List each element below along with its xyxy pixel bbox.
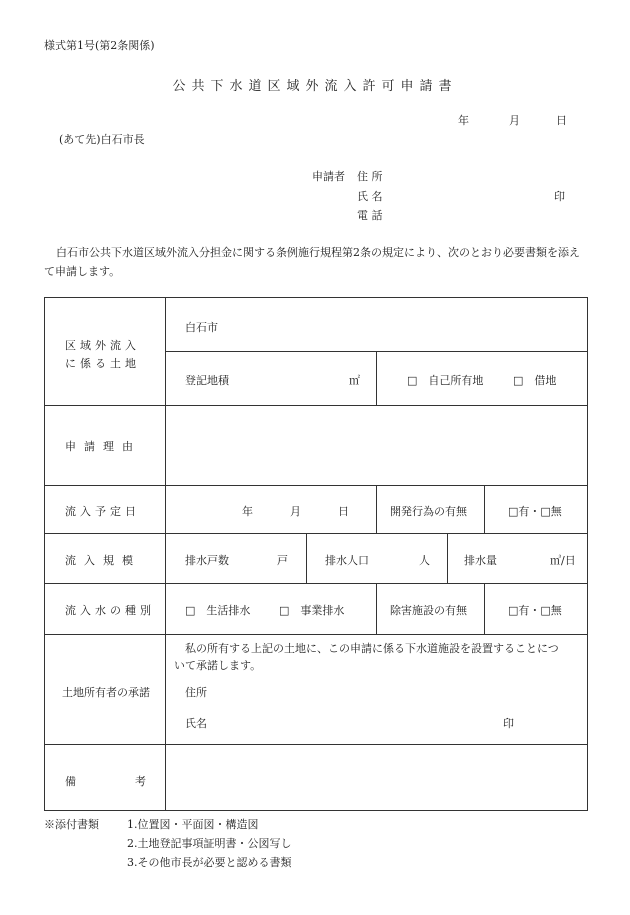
leased-land-checkbox[interactable]: □ 借地: [513, 374, 557, 387]
inflow-year: 年: [242, 505, 253, 518]
owner-consent-label: 土地所有者の承諾: [62, 686, 150, 699]
consent-text-line1: 私の所有する上記の土地に、この申請に係る下水道施設を設置することにつ: [185, 642, 559, 655]
row-divider: [45, 485, 588, 486]
column-divider: [165, 298, 166, 810]
row-divider: [45, 634, 588, 635]
attachment-item: 3.その他市長が必要と認める書類: [127, 856, 292, 869]
area-unit: ㎡: [349, 374, 360, 387]
abatement-checkbox[interactable]: □有・□無: [508, 604, 562, 617]
population-unit: 人: [419, 554, 430, 567]
date-year-label: 年: [458, 114, 469, 127]
applicant-name-label: 氏 名: [357, 190, 383, 203]
registered-area-label: 登記地積: [185, 374, 229, 387]
applicant-phone-label: 電 話: [357, 209, 383, 222]
application-table: [44, 297, 588, 811]
own-land-checkbox[interactable]: □ 自己所有地: [407, 374, 484, 387]
development-checkbox[interactable]: □有・□無: [508, 505, 562, 518]
row-divider: [45, 583, 588, 584]
column-divider: [484, 485, 485, 533]
row-divider: [45, 405, 588, 406]
form-number: 様式第1号(第2条関係): [44, 39, 155, 52]
industrial-checkbox[interactable]: □ 事業排水: [279, 604, 345, 617]
column-divider: [376, 485, 377, 533]
inflow-month: 月: [290, 505, 301, 518]
reason-label: 申請理由: [65, 440, 141, 453]
column-divider: [376, 583, 377, 634]
land-label-line1: 区域外流入: [65, 339, 140, 352]
remarks-label-second: 考: [135, 775, 146, 788]
attachment-item: 2.土地登記事項証明書・公図写し: [127, 837, 292, 850]
row-divider: [45, 744, 588, 745]
water-type-label: 流入水の種別: [65, 604, 155, 617]
date-label: 流入予定日: [65, 505, 140, 518]
applicant-label: 申請者: [312, 170, 345, 183]
column-divider: [447, 533, 448, 583]
households-unit: 戸: [277, 554, 288, 567]
volume-unit: ㎥/日: [550, 554, 576, 567]
inflow-day: 日: [338, 505, 349, 518]
remarks-label-first: 備: [65, 775, 76, 788]
attachments-label: ※添付書類: [44, 818, 99, 831]
land-city: 白石市: [185, 321, 218, 334]
owner-seal: 印: [503, 717, 514, 730]
column-divider: [376, 351, 377, 405]
applicant-address-label: 住 所: [357, 170, 383, 183]
column-divider: [306, 533, 307, 583]
date-month-label: 月: [509, 114, 520, 127]
land-label-line2: に係る土地: [65, 357, 140, 370]
owner-name-label: 氏名: [185, 717, 207, 730]
volume-label: 排水量: [464, 554, 497, 567]
owner-address-label: 住所: [185, 686, 207, 699]
abatement-label: 除害施設の有無: [390, 604, 467, 617]
date-day-label: 日: [556, 114, 567, 127]
consent-text-line2: いて承諾します。: [174, 659, 262, 672]
domestic-checkbox[interactable]: □ 生活排水: [185, 604, 251, 617]
households-label: 排水戸数: [185, 554, 229, 567]
applicant-seal: 印: [554, 190, 565, 203]
column-divider: [484, 583, 485, 634]
page-title: 公共下水道区域外流入許可申請書: [172, 79, 458, 94]
attachment-item: 1.位置図・平面図・構造図: [127, 818, 259, 831]
development-label: 開発行為の有無: [390, 505, 467, 518]
scale-label: 流入規模: [65, 554, 141, 567]
addressee: (あて先)白石市長: [59, 133, 145, 146]
row-divider: [45, 533, 588, 534]
population-label: 排水人口: [325, 554, 369, 567]
intro-paragraph: 白石市公共下水道区域外流入分担金に関する条例施行規程第2条の規定により、次のとおり必要書類を添えて申請します。: [44, 246, 580, 278]
